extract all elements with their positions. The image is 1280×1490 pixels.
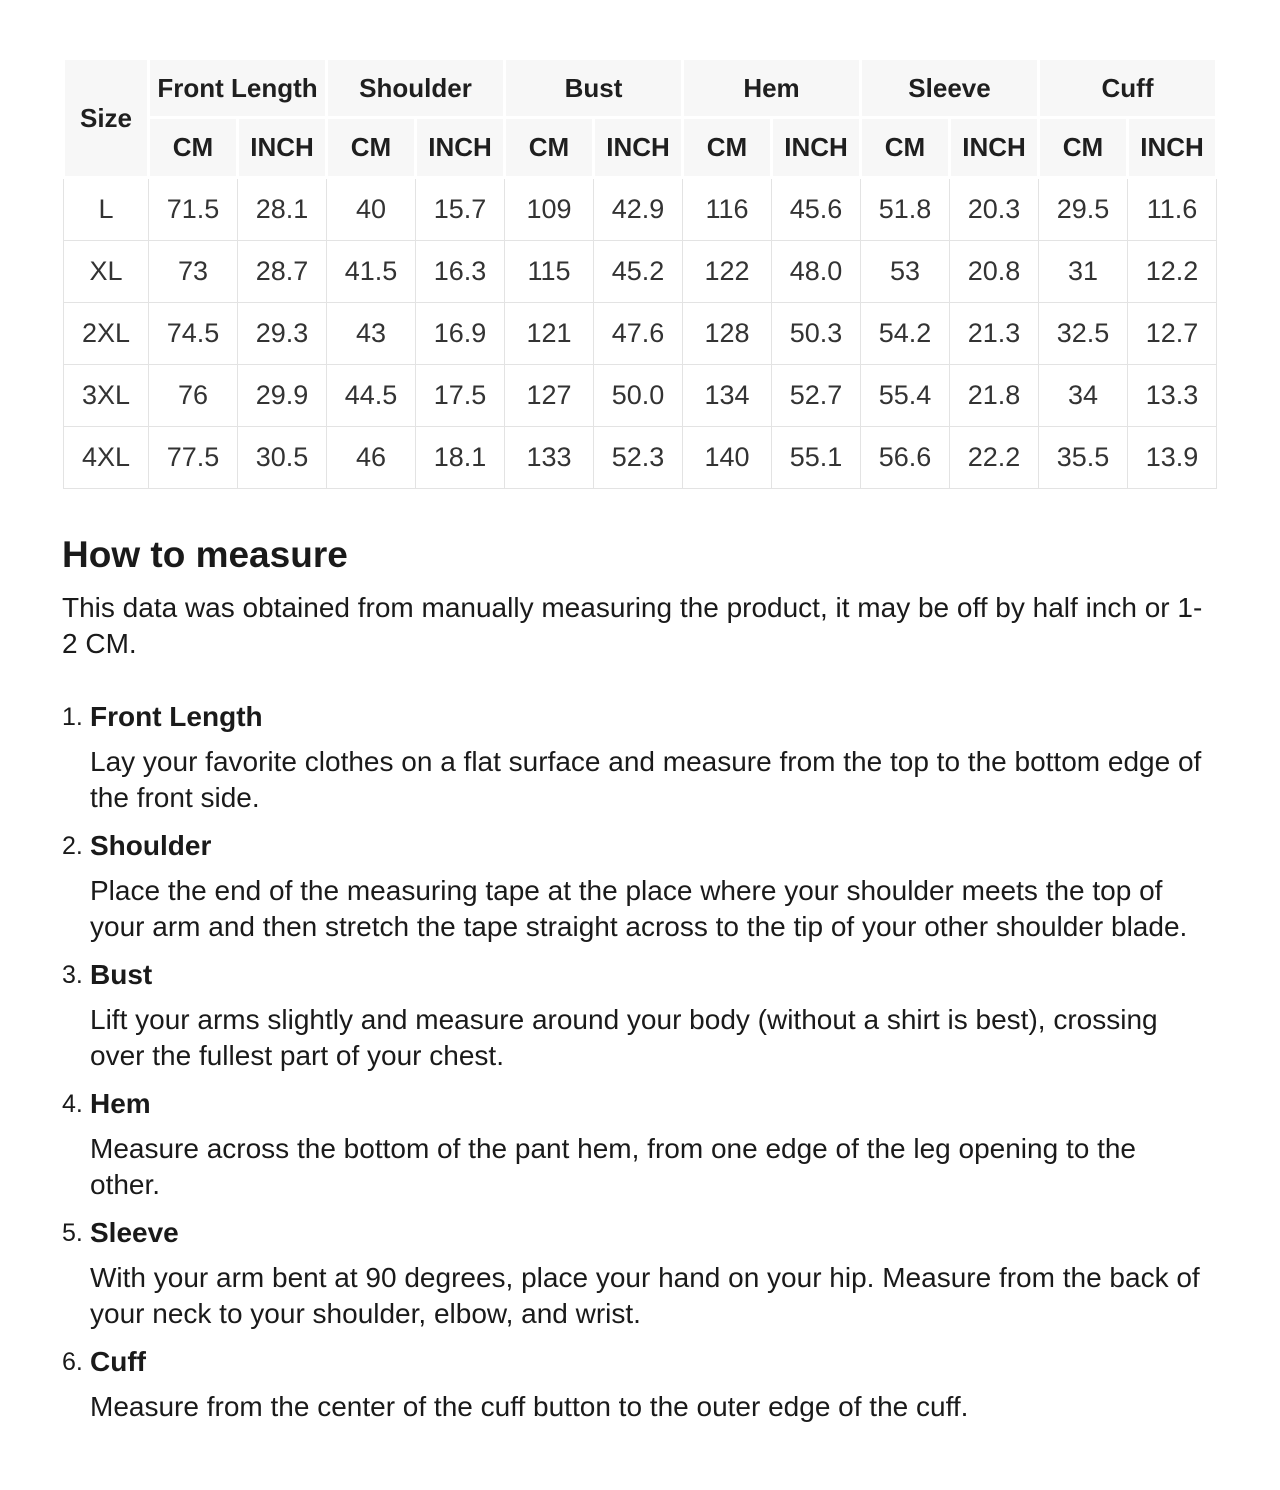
measurement-value: 134 xyxy=(683,365,772,427)
measurement-value: 73 xyxy=(149,241,238,303)
unit-header-cm: CM xyxy=(1039,118,1128,178)
measurement-value: 47.6 xyxy=(594,303,683,365)
measurement-value: 20.3 xyxy=(950,178,1039,241)
measure-item xyxy=(62,1087,1218,1203)
measurement-value: 116 xyxy=(683,178,772,241)
item-title: Shoulder xyxy=(90,830,212,861)
item-number: 4. xyxy=(62,1090,83,1118)
measurement-group-row xyxy=(64,59,1217,118)
size-label: XL xyxy=(64,241,149,303)
measurement-value: 55.1 xyxy=(772,427,861,489)
measurement-value: 34 xyxy=(1039,365,1128,427)
item-number: 2. xyxy=(62,832,83,860)
col-header-cuff: Cuff xyxy=(1039,59,1217,118)
size-row-l xyxy=(64,178,1217,241)
unit-header-cm: CM xyxy=(861,118,950,178)
item-description: Place the end of the measuring tape at the place where your shoulder meets the top of your arm and then stretch the tape straight across to the tip of your other shoulder blade. xyxy=(90,875,1188,942)
size-row-2xl xyxy=(64,303,1217,365)
size-chart-table xyxy=(62,57,1218,489)
measurement-value: 55.4 xyxy=(861,365,950,427)
measurement-value: 30.5 xyxy=(238,427,327,489)
measure-item xyxy=(62,700,1218,816)
measurement-value: 77.5 xyxy=(149,427,238,489)
measurement-value: 12.2 xyxy=(1128,241,1217,303)
unit-row xyxy=(64,118,1217,178)
measurement-value: 71.5 xyxy=(149,178,238,241)
item-description: Measure from the center of the cuff button to the outer edge of the cuff. xyxy=(90,1391,969,1422)
measurement-value: 15.7 xyxy=(416,178,505,241)
item-body xyxy=(90,1216,1218,1332)
size-row-3xl xyxy=(64,365,1217,427)
measurement-value: 50.3 xyxy=(772,303,861,365)
measurement-value: 16.3 xyxy=(416,241,505,303)
item-title: Bust xyxy=(90,959,153,990)
measurement-value: 76 xyxy=(149,365,238,427)
unit-header-inch: INCH xyxy=(950,118,1039,178)
unit-header-cm: CM xyxy=(327,118,416,178)
item-title: Sleeve xyxy=(90,1217,179,1248)
measurement-value: 133 xyxy=(505,427,594,489)
size-row-4xl xyxy=(64,427,1217,489)
measurement-value: 35.5 xyxy=(1039,427,1128,489)
unit-header-cm: CM xyxy=(683,118,772,178)
measurement-value: 13.3 xyxy=(1128,365,1217,427)
col-header-shoulder: Shoulder xyxy=(327,59,505,118)
unit-header-inch: INCH xyxy=(772,118,861,178)
measurement-value: 109 xyxy=(505,178,594,241)
measurement-value: 122 xyxy=(683,241,772,303)
measure-item xyxy=(62,1216,1218,1332)
measurement-value: 12.7 xyxy=(1128,303,1217,365)
item-body xyxy=(90,1345,1218,1425)
measurement-value: 31 xyxy=(1039,241,1128,303)
item-body xyxy=(90,829,1218,945)
measurement-value: 56.6 xyxy=(861,427,950,489)
measurement-value: 17.5 xyxy=(416,365,505,427)
measurement-value: 128 xyxy=(683,303,772,365)
measurement-value: 51.8 xyxy=(861,178,950,241)
measurement-value: 28.7 xyxy=(238,241,327,303)
unit-header-inch: INCH xyxy=(238,118,327,178)
measurement-value: 48.0 xyxy=(772,241,861,303)
measurement-value: 11.6 xyxy=(1128,178,1217,241)
item-number: 6. xyxy=(62,1348,83,1376)
col-header-bust: Bust xyxy=(505,59,683,118)
measurement-value: 50.0 xyxy=(594,365,683,427)
measurement-value: 21.8 xyxy=(950,365,1039,427)
item-description: Lift your arms slightly and measure around your body (without a shirt is best), crossing over the fullest part of your chest. xyxy=(90,1004,1158,1071)
unit-header-inch: INCH xyxy=(416,118,505,178)
size-chart-body xyxy=(64,178,1217,489)
size-label: 4XL xyxy=(64,427,149,489)
item-title: Hem xyxy=(90,1088,151,1119)
measurement-value: 16.9 xyxy=(416,303,505,365)
measurement-value: 29.3 xyxy=(238,303,327,365)
size-row-xl xyxy=(64,241,1217,303)
size-chart-header xyxy=(64,59,1217,178)
item-title: Front Length xyxy=(90,701,263,732)
unit-header-cm: CM xyxy=(149,118,238,178)
col-header-sleeve: Sleeve xyxy=(861,59,1039,118)
unit-header-inch: INCH xyxy=(594,118,683,178)
col-header-front-length: Front Length xyxy=(149,59,327,118)
size-label: 3XL xyxy=(64,365,149,427)
unit-header-cm: CM xyxy=(505,118,594,178)
size-label: 2XL xyxy=(64,303,149,365)
measure-item xyxy=(62,958,1218,1074)
measurement-value: 115 xyxy=(505,241,594,303)
how-to-measure-title: How to measure xyxy=(62,534,348,575)
measurement-value: 74.5 xyxy=(149,303,238,365)
measurement-value: 44.5 xyxy=(327,365,416,427)
measurement-value: 52.3 xyxy=(594,427,683,489)
measurement-value: 18.1 xyxy=(416,427,505,489)
unit-header-inch: INCH xyxy=(1128,118,1217,178)
col-header-hem: Hem xyxy=(683,59,861,118)
measurement-value: 40 xyxy=(327,178,416,241)
measure-instruction-list xyxy=(62,700,1218,1425)
measurement-value: 45.6 xyxy=(772,178,861,241)
item-body xyxy=(90,1087,1218,1203)
item-description: With your arm bent at 90 degrees, place your hand on your hip. Measure from the back of your neck to your shoulder, elbow, and wrist. xyxy=(90,1262,1200,1329)
item-body xyxy=(90,700,1218,816)
size-label: L xyxy=(64,178,149,241)
measurement-value: 46 xyxy=(327,427,416,489)
measurement-value: 28.1 xyxy=(238,178,327,241)
measurement-value: 45.2 xyxy=(594,241,683,303)
measurement-value: 54.2 xyxy=(861,303,950,365)
measure-disclaimer-text: This data was obtained from manually measuring the product, it may be off by half inch or 1-2 CM. xyxy=(62,592,1203,659)
measurement-value: 41.5 xyxy=(327,241,416,303)
measurement-value: 42.9 xyxy=(594,178,683,241)
measurement-value: 20.8 xyxy=(950,241,1039,303)
measurement-value: 140 xyxy=(683,427,772,489)
measurement-value: 127 xyxy=(505,365,594,427)
item-description: Measure across the bottom of the pant hem, from one edge of the leg opening to the other. xyxy=(90,1133,1136,1200)
measurement-value: 29.9 xyxy=(238,365,327,427)
measurement-value: 43 xyxy=(327,303,416,365)
measure-item xyxy=(62,1345,1218,1425)
item-description: Lay your favorite clothes on a flat surface and measure from the top to the bottom edge of the front side. xyxy=(90,746,1202,813)
measurement-value: 32.5 xyxy=(1039,303,1128,365)
measurement-value: 52.7 xyxy=(772,365,861,427)
measurement-value: 121 xyxy=(505,303,594,365)
measure-item xyxy=(62,829,1218,945)
col-header-size: Size xyxy=(64,59,149,178)
item-title: Cuff xyxy=(90,1346,146,1377)
measurement-value: 21.3 xyxy=(950,303,1039,365)
item-number: 3. xyxy=(62,961,83,989)
measurement-value: 53 xyxy=(861,241,950,303)
measurement-value: 22.2 xyxy=(950,427,1039,489)
item-body xyxy=(90,958,1218,1074)
measurement-value: 29.5 xyxy=(1039,178,1128,241)
item-number: 5. xyxy=(62,1219,83,1247)
item-number: 1. xyxy=(62,703,83,731)
measurement-value: 13.9 xyxy=(1128,427,1217,489)
